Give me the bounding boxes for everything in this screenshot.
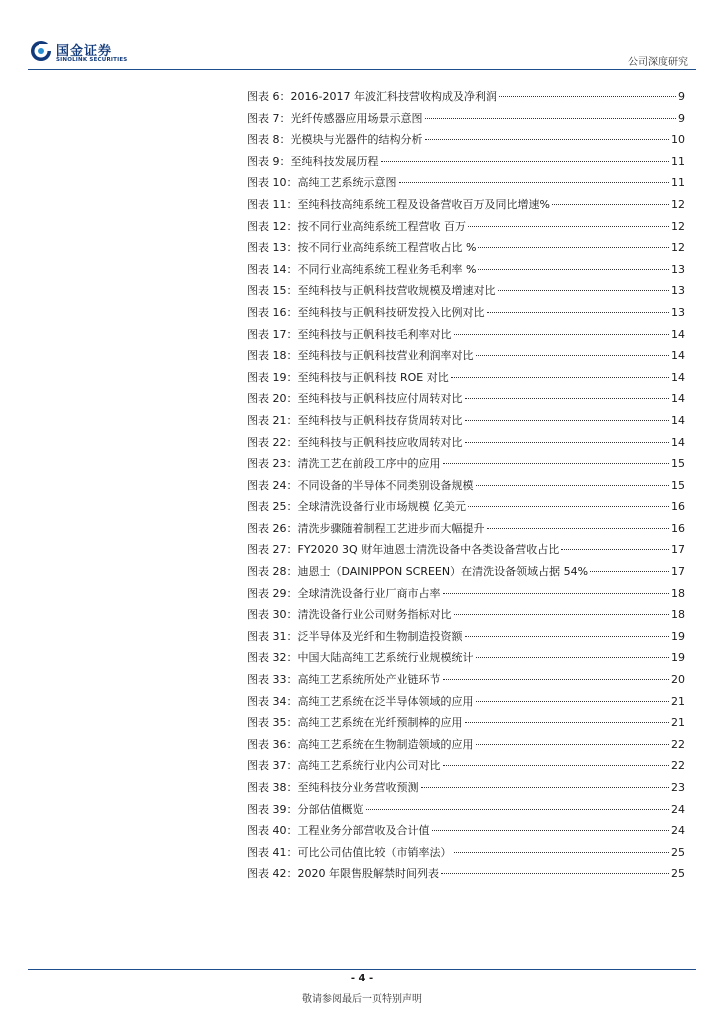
toc-entry-label: 图表 12： <box>247 219 298 233</box>
toc-entry-leader <box>468 226 669 227</box>
toc-entry-title: 全球清洗设备行业厂商市占率 <box>297 586 441 600</box>
toc-entry[interactable] <box>247 410 685 432</box>
toc-entry[interactable] <box>247 86 685 108</box>
toc-entry[interactable] <box>247 777 685 799</box>
toc-entry-page: 16 <box>671 500 685 514</box>
toc-entry-title: 高纯工艺系统行业内公司对比 <box>297 759 441 773</box>
toc-entry-page: 15 <box>671 478 685 492</box>
toc-entry-page: 11 <box>671 154 685 168</box>
report-type: 公司深度研究 <box>628 57 688 68</box>
toc-entry-label: 图表 38： <box>247 781 298 794</box>
toc-entry-title: 2020 年限售股解禁时间列表 <box>297 867 439 881</box>
toc-entry[interactable] <box>247 669 685 691</box>
logo-text-cn: 国金证券 <box>56 44 113 59</box>
toc-entry-title: FY2020 3Q 财年迪恩士清洗设备中各类设备营收占比 <box>297 543 560 557</box>
toc-entry-title: 光纤传感器应用场景示意图 <box>290 111 423 125</box>
logo-text-en: SINOLINK SECURITIES <box>56 57 128 63</box>
toc-entry-label: 图表 21： <box>247 413 298 427</box>
toc-entry-title: 2016-2017 年波汇科技营收构成及净利润 <box>290 90 497 103</box>
toc-entry-page: 13 <box>671 284 685 298</box>
toc-entry[interactable] <box>247 842 685 864</box>
toc-entry-label: 图表 16： <box>247 305 298 319</box>
toc-entry-title: 泛半导体及光纤和生物制造投资额 <box>297 629 463 643</box>
toc-entry[interactable] <box>247 388 685 410</box>
toc-entry-page: 11 <box>671 176 685 190</box>
toc-entry-title: 迪恩士（DAINIPPON SCREEN）在清洗设备领域占据 54% <box>297 565 589 579</box>
toc-entry-title: 至纯科技与正帆科技研发投入比例对比 <box>297 305 485 319</box>
toc-entry[interactable] <box>247 799 685 821</box>
toc-entry-page: 15 <box>671 457 685 471</box>
toc-entry-leader <box>454 614 670 615</box>
toc-entry-label: 图表 32： <box>247 651 298 665</box>
toc-entry-label: 图表 11： <box>247 197 298 211</box>
toc-entry[interactable] <box>247 237 685 259</box>
toc-entry-page: 21 <box>671 694 685 708</box>
toc-entry-leader <box>451 377 669 378</box>
toc-entry-title: 至纯科技发展历程 <box>290 154 379 168</box>
toc-entry-leader <box>465 420 670 421</box>
toc-entry-label: 图表 7： <box>247 111 291 125</box>
footer-disclaimer: 敬请参阅最后一页特别声明 <box>302 994 422 1005</box>
header-divider <box>28 69 696 70</box>
toc-entry-title: 高纯工艺系统在泛半导体领域的应用 <box>297 694 474 708</box>
toc-entry-title: 分部估值概览 <box>297 802 364 816</box>
toc-entry-page: 14 <box>671 413 685 427</box>
toc-entry[interactable] <box>247 345 685 367</box>
toc-entry-page: 19 <box>671 651 685 665</box>
toc-entry-title: 高纯工艺系统在生物制造领域的应用 <box>297 737 474 751</box>
toc-entry-leader <box>561 549 669 550</box>
toc-entry-leader <box>454 334 670 335</box>
toc-entry[interactable] <box>247 539 685 561</box>
toc-entry-leader <box>381 161 670 162</box>
toc-entry-leader <box>432 830 670 831</box>
toc-entry[interactable] <box>247 561 685 583</box>
toc-entry-label: 图表 27： <box>247 543 298 557</box>
toc-entry[interactable] <box>247 194 685 216</box>
toc-entry-leader <box>443 593 670 594</box>
toc-entry[interactable] <box>247 820 685 842</box>
toc-entry[interactable] <box>247 280 685 302</box>
toc-entry-title: 至纯科技与正帆科技 ROE 对比 <box>297 370 449 384</box>
toc-entry-title: 至纯科技与正帆科技应付周转对比 <box>297 392 463 406</box>
toc-entry-label: 图表 14： <box>247 262 298 276</box>
toc-entry-title: 至纯科技与正帆科技营业利润率对比 <box>297 349 474 363</box>
toc-entry-leader <box>476 701 670 702</box>
toc-entry-leader <box>478 247 669 248</box>
figure-index-list <box>247 86 685 885</box>
toc-entry-page: 12 <box>671 197 685 211</box>
toc-entry-leader <box>421 787 670 788</box>
toc-entry[interactable] <box>247 755 685 777</box>
toc-entry[interactable] <box>247 475 685 497</box>
toc-entry-title: 至纯科技分业务营收预测 <box>297 781 419 794</box>
toc-entry-page: 13 <box>671 305 685 319</box>
toc-entry[interactable] <box>247 496 685 518</box>
toc-entry-leader <box>476 485 670 486</box>
toc-entry-title: 可比公司估值比较（市销率法） <box>297 845 452 859</box>
toc-entry-page: 19 <box>671 629 685 643</box>
toc-entry-page: 18 <box>671 608 685 622</box>
toc-entry-leader <box>399 182 670 183</box>
toc-entry-label: 图表 36： <box>247 737 298 751</box>
toc-entry-leader <box>465 442 670 443</box>
toc-entry-label: 图表 13： <box>247 241 298 255</box>
toc-entry-label: 图表 30： <box>247 608 298 622</box>
toc-entry-title: 至纯科技与正帆科技毛利率对比 <box>297 327 452 341</box>
toc-entry-label: 图表 42： <box>247 867 298 881</box>
toc-entry-label: 图表 22： <box>247 435 298 449</box>
toc-entry-leader <box>487 312 670 313</box>
toc-entry-leader <box>476 744 670 745</box>
toc-entry-leader <box>443 765 670 766</box>
toc-entry[interactable] <box>247 432 685 454</box>
toc-entry-leader <box>468 506 669 507</box>
toc-entry[interactable] <box>247 324 685 346</box>
toc-entry-leader <box>590 571 669 572</box>
toc-entry-title: 至纯科技与正帆科技应收周转对比 <box>297 435 463 449</box>
toc-entry-leader <box>425 118 677 119</box>
toc-entry[interactable] <box>247 691 685 713</box>
toc-entry[interactable] <box>247 108 685 130</box>
toc-entry-label: 图表 10： <box>247 176 298 190</box>
toc-entry-label: 图表 8： <box>247 133 291 147</box>
toc-entry-title: 高纯工艺系统所处产业链环节 <box>297 673 441 687</box>
toc-entry-leader <box>499 96 676 97</box>
toc-entry-leader <box>487 528 670 529</box>
toc-entry-leader <box>476 355 670 356</box>
toc-entry-page: 14 <box>671 327 685 341</box>
toc-entry-title: 清洗步骤随着制程工艺进步而大幅提升 <box>297 521 485 535</box>
toc-entry-page: 21 <box>671 716 685 730</box>
toc-entry-page: 9 <box>678 90 685 103</box>
toc-entry[interactable] <box>247 734 685 756</box>
toc-entry-page: 16 <box>671 521 685 535</box>
toc-entry-page: 25 <box>671 845 685 859</box>
toc-entry-title: 清洗工艺在前段工序中的应用 <box>297 457 441 471</box>
toc-entry-leader <box>552 204 669 205</box>
toc-entry[interactable] <box>247 712 685 734</box>
toc-entry-page: 18 <box>671 586 685 600</box>
toc-entry-leader <box>498 290 670 291</box>
toc-entry-page: 14 <box>671 370 685 384</box>
toc-entry-label: 图表 37： <box>247 759 298 773</box>
toc-entry-page: 25 <box>671 867 685 881</box>
toc-entry-page: 9 <box>678 111 685 125</box>
toc-entry-leader <box>465 722 670 723</box>
toc-entry-title: 清洗设备行业公司财务指标对比 <box>297 608 452 622</box>
toc-entry-title: 至纯科技高纯系统工程及设备营收百万及同比增速% <box>297 197 550 211</box>
toc-entry-page: 17 <box>671 543 685 557</box>
toc-entry-label: 图表 28： <box>247 565 298 579</box>
toc-entry[interactable] <box>247 129 685 151</box>
toc-entry[interactable] <box>247 367 685 389</box>
toc-entry[interactable] <box>247 583 685 605</box>
page-header <box>0 0 724 72</box>
toc-entry-label: 图表 17： <box>247 327 298 341</box>
toc-entry-title: 按不同行业高纯系统工程营收占比 % <box>297 241 477 255</box>
toc-entry-title: 高纯工艺系统在光纤预制棒的应用 <box>297 716 463 730</box>
toc-entry-label: 图表 23： <box>247 457 298 471</box>
toc-entry-leader <box>366 809 670 810</box>
page-number: - 4 - <box>350 973 374 984</box>
toc-entry-leader <box>441 873 669 874</box>
toc-entry-label: 图表 33： <box>247 673 298 687</box>
toc-entry-label: 图表 29： <box>247 586 298 600</box>
toc-entry-title: 工程业务分部营收及合计值 <box>297 824 430 838</box>
toc-entry[interactable] <box>247 151 685 173</box>
toc-entry-title: 按不同行业高纯系统工程营收 百万 <box>297 219 466 233</box>
toc-entry-label: 图表 25： <box>247 500 298 514</box>
toc-entry[interactable] <box>247 216 685 238</box>
toc-entry-label: 图表 24： <box>247 478 298 492</box>
toc-entry-page: 13 <box>671 262 685 276</box>
toc-entry-label: 图表 39： <box>247 802 298 816</box>
toc-entry-page: 22 <box>671 737 685 751</box>
toc-entry-label: 图表 40： <box>247 824 298 838</box>
toc-entry-leader <box>476 657 670 658</box>
toc-entry-title: 中国大陆高纯工艺系统行业规模统计 <box>297 651 474 665</box>
toc-entry[interactable] <box>247 647 685 669</box>
toc-entry-leader <box>465 636 670 637</box>
toc-entry-leader <box>454 852 670 853</box>
sinolink-logo-icon <box>30 40 52 62</box>
toc-entry-page: 12 <box>671 241 685 255</box>
toc-entry-label: 图表 9： <box>247 154 291 168</box>
toc-entry-label: 图表 20： <box>247 392 298 406</box>
toc-entry-page: 14 <box>671 435 685 449</box>
toc-entry-leader <box>478 269 669 270</box>
toc-entry-page: 24 <box>671 824 685 838</box>
toc-entry-leader <box>425 139 670 140</box>
toc-entry-page: 24 <box>671 802 685 816</box>
toc-entry-label: 图表 18： <box>247 349 298 363</box>
toc-entry-title: 至纯科技与正帆科技营收规模及增速对比 <box>297 284 496 298</box>
toc-entry-label: 图表 35： <box>247 716 298 730</box>
toc-entry-title: 全球清洗设备行业市场规模 亿美元 <box>297 500 466 514</box>
toc-entry[interactable] <box>247 453 685 475</box>
toc-entry-label: 图表 34： <box>247 694 298 708</box>
toc-entry-label: 图表 6： <box>247 90 291 103</box>
toc-entry[interactable] <box>247 604 685 626</box>
toc-entry[interactable] <box>247 172 685 194</box>
footer-divider <box>28 969 696 970</box>
toc-entry-label: 图表 31： <box>247 629 298 643</box>
toc-entry-page: 12 <box>671 219 685 233</box>
toc-entry-page: 14 <box>671 392 685 406</box>
toc-entry-label: 图表 19： <box>247 370 298 384</box>
toc-entry[interactable] <box>247 302 685 324</box>
toc-entry-leader <box>465 398 670 399</box>
company-logo <box>30 40 140 68</box>
toc-entry-title: 光模块与光器件的结构分析 <box>290 133 423 147</box>
toc-entry-label: 图表 15： <box>247 284 298 298</box>
toc-entry-leader <box>443 679 670 680</box>
toc-entry-title: 高纯工艺系统示意图 <box>297 176 397 190</box>
toc-entry[interactable] <box>247 626 685 648</box>
toc-entry-page: 17 <box>671 565 685 579</box>
toc-entry-title: 至纯科技与正帆科技存货周转对比 <box>297 413 463 427</box>
toc-entry-page: 10 <box>671 133 685 147</box>
toc-entry-title: 不同设备的半导体不同类别设备规模 <box>297 478 474 492</box>
toc-entry-label: 图表 26： <box>247 521 298 535</box>
toc-entry-title: 不同行业高纯系统工程业务毛利率 % <box>297 262 477 276</box>
toc-entry[interactable] <box>247 259 685 281</box>
toc-entry-page: 22 <box>671 759 685 773</box>
toc-entry[interactable] <box>247 863 685 885</box>
toc-entry[interactable] <box>247 518 685 540</box>
toc-entry-leader <box>443 463 670 464</box>
toc-entry-label: 图表 41： <box>247 845 298 859</box>
toc-entry-page: 14 <box>671 349 685 363</box>
toc-entry-page: 23 <box>671 781 685 794</box>
toc-entry-page: 20 <box>671 673 685 687</box>
